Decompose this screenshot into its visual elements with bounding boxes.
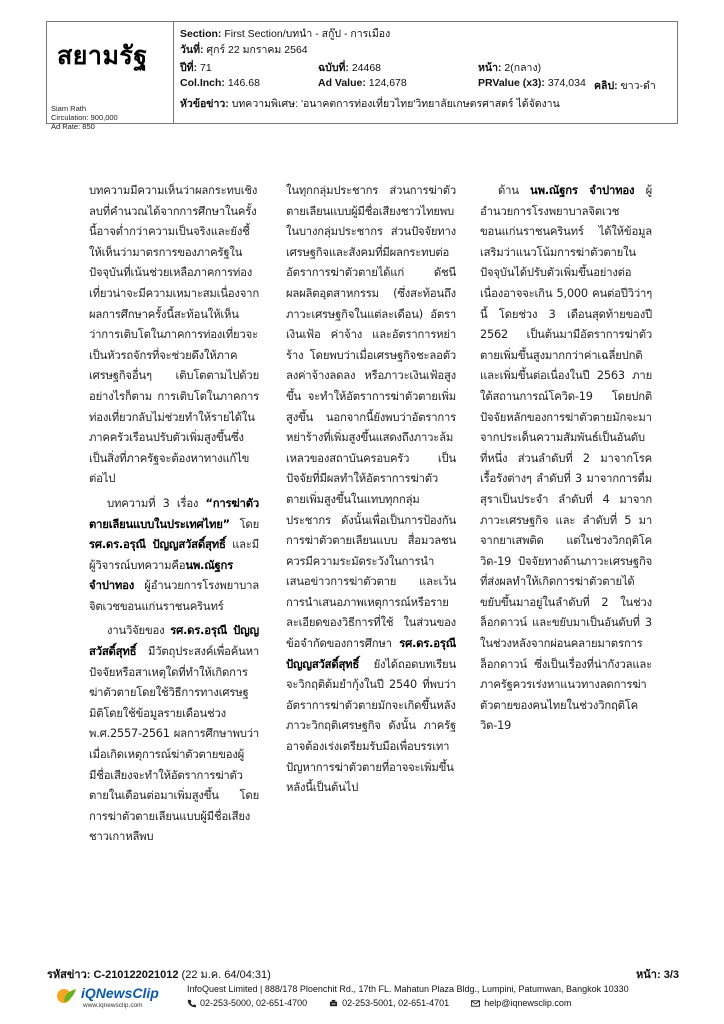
headline-label: หัวข้อข่าว:: [180, 98, 229, 110]
metadata-block: [174, 22, 677, 123]
clipping-header: [46, 21, 678, 131]
ad-rate: Ad Rate: 850: [51, 122, 95, 131]
date-label: วันที่:: [180, 44, 204, 56]
section-label: Section:: [180, 28, 222, 40]
phone-icon: [187, 999, 196, 1008]
headline-row: [180, 95, 560, 112]
reviewer-name: นพ.ณัฐกร จำปาทอง: [530, 184, 635, 197]
brand-name: iQNewsClip: [81, 985, 159, 1001]
publication-name: Siam Rath: [51, 104, 87, 113]
text-run: บทความที่ 3 เรื่อง: [107, 496, 199, 510]
phone-number[interactable]: 02-253-5000, 02-651-4700: [200, 998, 308, 1008]
news-code: [47, 965, 271, 983]
page-label: หน้า:: [478, 62, 502, 74]
prvalue-label: PRValue (x3):: [478, 77, 545, 89]
text-run: ผู้อำนวยการโรงพยาบาลจิตเวชขอนแก่นราชนครินทร์ ได้ให้ข้อมูลเสริมว่าแนวโน้มการฆ่าตัวตายในปัจจุบันได้ปรับตัวเพิ่มขึ้นอย่างต่อเนื่องอาจจะเกิน 5,000 คนต่อปีวิว่าๆ นี้ โดยช่วง 3 เดือนสุดท้ายของปี 2562 เป็นต้นมามีอัตราการฆ่าตัวตายเพิ่มขึ้นสูงมากกว่าค่าเฉลี่ยปกติ และเพิ่มขึ้นต่อเนื่องในปี 2563 ภายใต้สถานการณ์โควิด-19 โดยปกติปัจจัยหลักของการฆ่าตัวตายมักจะมาจากประเด็นความสัมพันธ์เป็นอันดับที่หนึ่ง ส่วนลำดับที่ 2 มาจากโรคเรื้อรังต่างๆ ลำดับที่ 3 มาจากการดื่มสุราเป็นประจำ ลำดับที่ 4 มาจากภาวะเศรษฐกิจ และ ลำดับที่ 5 มาจากยาเสพติด แต่ในช่วงวิกฤติโควิด-19 ปัจจัยทางด้านภาวะเศรษฐกิจที่ส่งผลทำให้เกิดการฆ่าตัวตายได้ขยับขึ้นมาอยู่ในลำดับที่ 2 ในช่วงล็อกดาวน์ และขยับมาเป็นอันดับที่ 3 ในช่วงหลังจากผ่อนคลายมาตรการล็อกดาวน์ ซึ่งเป็นเรื่องที่น่ากังวลและภาครัฐควรเร่งหาแนวทางลดการฆ่าตัวตายของคนไทยในช่วงวิกฤติโควิด-19: [480, 184, 652, 733]
advalue-label: Ad Value:: [318, 77, 366, 89]
paragraph: [480, 181, 652, 737]
brand-url[interactable]: www.iqnewsclip.com: [83, 1002, 143, 1009]
colinch-cell: [180, 77, 260, 89]
year-label: ปีที่:: [180, 62, 198, 74]
phone-item: [187, 998, 307, 1008]
company-address: InfoQuest Limited | 888/178 Ploenchit Rd., 17th FL. Mahatun Plaza Bldg., Lumpini, Patumwan, Bangkok 10330: [187, 984, 629, 994]
text-run: ด้าน: [498, 184, 519, 197]
colinch-value: 146.68: [227, 77, 260, 89]
paragraph: [286, 181, 456, 799]
prvalue-cell: [478, 77, 586, 89]
article-column-3: [480, 181, 652, 737]
text-run: และมีผู้วิจารณ์บทความคือ: [89, 538, 259, 572]
fax-item: [329, 998, 449, 1008]
year-value: 71: [200, 62, 212, 74]
clip-value: ขาว-ดำ: [620, 80, 656, 92]
fax-icon: [329, 999, 338, 1008]
publication-info: [51, 104, 118, 131]
paragraph: บทความมีความเห็นว่าผลกระทบเชิงลบที่คำนวณได้จากการศึกษาในครั้งนี้อาจต่ำกว่าความเป็นจริงและยังชี้ให้เห็นว่ามาตรการของภาครัฐในปัจจุบันที่เน้นช่วยเหลือภาคการท่องเที่ยวน่าจะมีความเหมาะสมเนื่องจากผลการศึกษาครั้งนี้สะท้อนให้เห็นว่าการเติบโตในภาคการท่องเที่ยวจะเป็นหัวรถจักรที่จะช่วยดึงให้ภาคเศรษฐกิจอื่นๆ เติบโตตามไปด้วย อย่างไรก็ตาม การเติบโตในภาคการท่องเที่ยวกลับไม่ช่วยทำให้รายได้ในภาคครัวเรือนปรับตัวเพิ่มสูงขึ้นซึ่งเป็นสิ่งที่ภาครัฐจะต้องหาทางแก้ไขต่อไป: [89, 184, 259, 486]
prvalue-value: 374,034: [547, 77, 586, 89]
article-column-2: [286, 181, 456, 799]
text-run: ยังได้ถอดบทเรียนจะวิกฤติต้มยำกุ้งในปี 2540 ที่พบว่าอัตราการฆ่าตัวตายมักจะเกิดขึ้นหลังภาวะวิกฤติเศรษฐกิจ ดังนั้น ภาครัฐอาจต้องเร่งเตรียมรับมือเพื่อบรรเทาปัญหาการฆ่าตัวตายที่อาจจะเพิ่มขึ้นหลังนี้เป็นต้นไป: [286, 657, 456, 795]
advalue-cell: [318, 77, 407, 89]
fax-number[interactable]: 02-253-5001, 02-651-4701: [342, 998, 450, 1008]
page-cell: [478, 59, 541, 76]
date-row: [180, 41, 308, 58]
date-value: ศุกร์ 22 มกราคม 2564: [206, 44, 308, 56]
email-address[interactable]: help@iqnewsclip.com: [484, 998, 572, 1008]
year-cell: [180, 59, 212, 76]
author-name: รศ.ดร.อรุณี ปัญญสวัสดิ์สุทธิ์: [286, 637, 456, 671]
news-code-value: รหัสข่าว: C-210122021012: [47, 969, 179, 981]
email-item: [471, 998, 571, 1008]
newspaper-logo: สยามรัฐ: [57, 41, 148, 70]
author-name: รศ.ดร.อรุณี ปัญญสวัสดิ์สุทธิ์: [89, 624, 259, 659]
paragraph: [89, 621, 259, 848]
author-name: รศ.ดร.อรุณี ปัญญสวัสดิ์สุทธิ์: [89, 538, 226, 552]
reviewer-name: นพ.ณัฐกร จำปาทอง: [89, 558, 234, 593]
issue-cell: [318, 59, 381, 76]
section-row: [180, 25, 390, 42]
issue-value: 24468: [351, 62, 382, 74]
text-run: มีวัตถุประสงค์เพื่อค้นหาปัจจัยหรือสาเหตุใดที่ทำให้เกิดการฆ่าตัวตายโดยใช้วิธีการทางเศรษฐมิติโดยใช้ข้อมูลรายเดือนช่วง พ.ศ.2557-2561 ผลการศึกษาพบว่าเมื่อเกิดเหตุการณ์ฆ่าตัวตายของผู้มีชื่อเสียงจะทำให้อัตราการฆ่าตัวตายในเดือนต่อมาเพิ่มสูงขึ้น โดยการฆ่าตัวตายเลียนแบบผู้มีชื่อเสียงชาวเกาหลีพบ: [89, 645, 259, 844]
page-count-value: หน้า: 3/3: [636, 969, 679, 981]
text-run: ในทุกกลุ่มประชากร ส่วนการฆ่าตัวตายเลียนแบบผู้มีชื่อเสียงชาวไทยพบในบางกลุ่มประชากร ส่วนปัจจัยทางเศรษฐกิจและสังคมที่มีผลกระทบต่ออัตราการฆ่าตัวตายได้แก่ ดัชนีผลผลิตอุตสาหกรรม (ซึ่งสะท้อนถึงภาวะเศรษฐกิจในแต่ละเดือน) อัตราเงินเฟ้อ ค่าจ้าง และอัตราการหย่าร้าง โดยพบว่าเมื่อเศรษฐกิจชะลอตัวลงค่าจ้างลดลง หรือภาวะเงินเฟ้อสูงขึ้น จะทำให้อัตราการฆ่าตัวตายเพิ่มสูงขึ้น นอกจากนี้ยังพบว่าอัตราการหย่าร้างที่เพิ่มสูงขึ้นแสดงถึงภาวะล้มเหลวของสถาบันครอบครัว เป็นปัจจัยที่มีผลทำให้อัตราการฆ่าตัวตายเพิ่มสูงขึ้นในแทบทุกกลุ่มประชากร ดังนั้นเพื่อเป็นการป้องกันการฆ่าตัวตายเลียนแบบ สื่อมวลชนควรมีความระมัดระวังในการนำเสนอข่าวการฆ่าตัวตาย และเว้นการนำเสนอภาพเหตุการณ์หรือรายละเอียดของวิธีการที่ใช้ ในส่วนของข้อจำกัดของการศึกษา: [286, 184, 456, 651]
issue-label: ฉบับที่:: [318, 62, 349, 74]
clip-timestamp: (22 ม.ค. 64/04:31): [181, 969, 271, 981]
leaf-logo-icon: [55, 987, 77, 1005]
clip-label: คลิป:: [594, 80, 618, 92]
article-column-1: [89, 181, 259, 848]
clip-footer-line: [47, 961, 679, 981]
advalue-value: 124,678: [368, 77, 407, 89]
text-run: งานวิจัยของ: [107, 624, 165, 638]
page-count: [636, 965, 679, 983]
text-run: ผู้อำนวยการโรงพยาบาลจิตเวชขอนแก่นราชนครินทร์: [89, 579, 259, 613]
circulation: Circulation: 900,000: [51, 113, 118, 122]
provider-bar: [47, 983, 679, 1013]
text-run: โดย: [239, 517, 259, 531]
section-value: First Section/บทนำ - สกู๊ป - การเมือง: [224, 28, 391, 40]
provider-logo[interactable]: [55, 985, 175, 1011]
headline-value: บทความพิเศษ: 'อนาคตการท่องเที่ยวไทย'วิทยาลัยเกษตรศาสตร์ ได้จัดงาน: [231, 98, 560, 110]
contact-row: [187, 998, 593, 1008]
colinch-label: Col.Inch:: [180, 77, 225, 89]
article-title-ref: “การฆ่าตัวตายเลียนแบบในประเทศไทย”: [89, 496, 259, 531]
email-icon: [471, 999, 480, 1008]
publication-block: [47, 22, 174, 131]
page-value: 2(กลาง): [504, 62, 542, 74]
paragraph: [89, 494, 259, 618]
clip-cell: [594, 77, 656, 94]
contact-info: [187, 983, 679, 1013]
